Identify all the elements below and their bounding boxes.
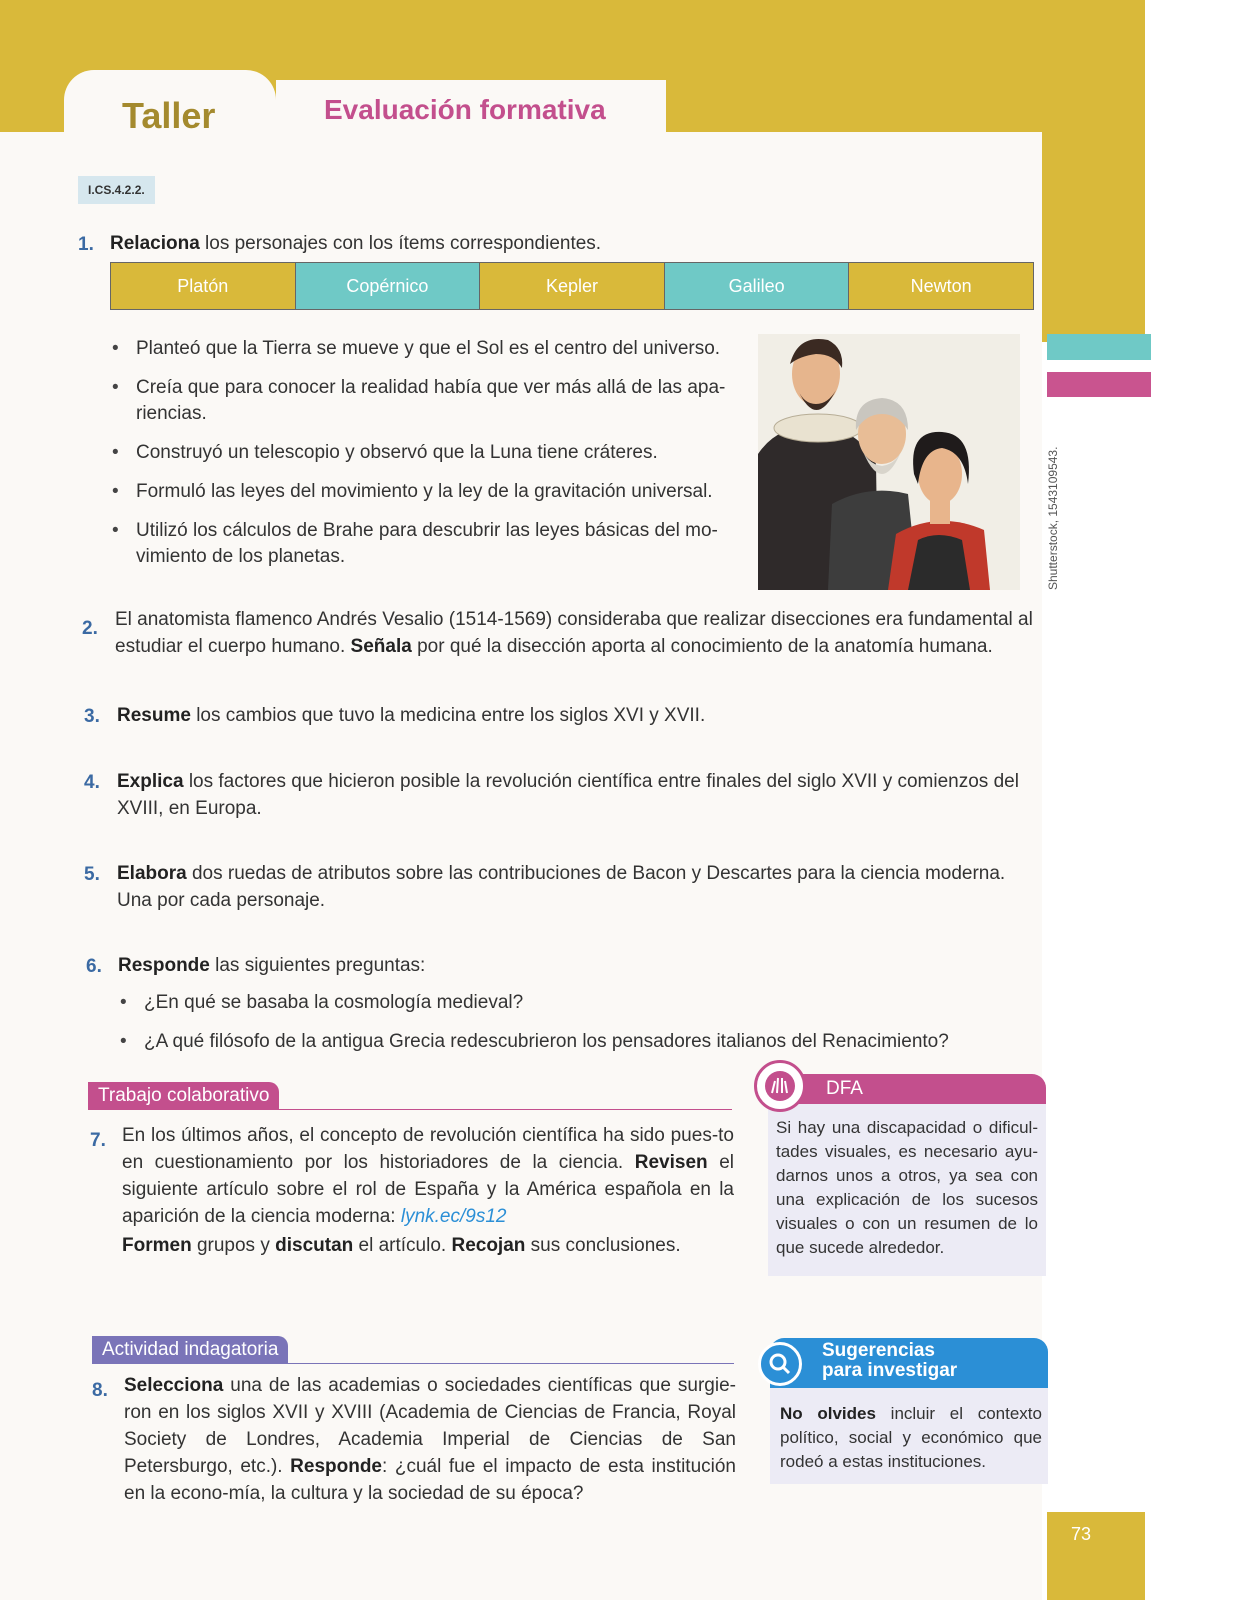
dfa-text: Si hay una discapacidad o dificul-tades visuales, es necesario ayu-darnos unos a otros, ya sea con una explicación de los sucesos visuales o con un resumen de lo que sucede alrededor. (776, 1118, 1038, 1257)
question-7-prompt (122, 1122, 734, 1230)
sugerencias-header (770, 1338, 1048, 1388)
taller-tab (64, 70, 276, 150)
question-7-verb-recojan: Recojan (451, 1235, 526, 1256)
name-cell-copernico: Copérnico (296, 263, 481, 309)
taller-title: Taller (122, 95, 216, 136)
page-number-box (1047, 1512, 1145, 1600)
question-6-verb: Responde (118, 955, 210, 976)
question-7-instructions (122, 1232, 734, 1259)
search-icon (758, 1342, 802, 1386)
question-7-verb-formen: Formen (122, 1235, 192, 1256)
question-8-prompt (124, 1372, 736, 1507)
characters-table (110, 262, 1034, 310)
evaluacion-title: Evaluación formativa (324, 94, 606, 125)
question-3-text: los cambios que tuvo la medicina entre los siglos XVI y XVII. (190, 705, 706, 726)
question-2-prompt (115, 606, 1045, 660)
question-8-verb-responde: Responde (290, 1456, 383, 1477)
question-4-verb: Explica (117, 771, 184, 792)
actividad-indagatoria-label: Actividad indagatoria (92, 1336, 288, 1364)
name-cell-kepler: Kepler (480, 263, 665, 309)
question-8-number: 8. (92, 1380, 108, 1401)
question-1-prompt (110, 230, 1010, 257)
question-4-text: los factores que hicieron posible la revolución científica entre finales del siglo XVII y comienzos del XVIII, en Europa. (117, 771, 1019, 819)
list-item: • Planteó que la Tierra se mueve y que el Sol es el centro del universo. (108, 336, 728, 362)
list-item: • Utilizó los cálculos de Brahe para descubrir las leyes básicas del mo-vimiento de los planetas. (108, 518, 728, 570)
question-7-text-e: sus conclusiones. (525, 1235, 681, 1256)
dfa-title: DFA (826, 1078, 863, 1099)
sugerencias-text (780, 1402, 1042, 1474)
page-number: 73 (1071, 1524, 1092, 1544)
trabajo-colaborativo-label: Trabajo colaborativo (88, 1082, 279, 1110)
name-cell-galileo: Galileo (665, 263, 850, 309)
magnifier-icon (767, 1351, 793, 1377)
question-4-number: 4. (84, 772, 100, 793)
question-6-text: las siguientes preguntas: (209, 955, 426, 976)
sugerencias-verb: No olvides (780, 1404, 876, 1423)
question-7-verb-revisen: Revisen (634, 1152, 708, 1173)
question-8-text-a: una de las academias o sociedades científicas que surgie-ron en los siglos XVII y XVIII (Academia de Ciencias de Francia, Royal Society de Londres, Academia Imperial de Ciencias de San Petersburgo, etc.). (124, 1375, 736, 1477)
question-1-items (108, 336, 728, 583)
question-6-number: 6. (86, 956, 102, 977)
accessibility-icon (754, 1060, 806, 1112)
list-item: • Creía que para conocer la realidad había que ver más allá de las apa-riencias. (108, 375, 728, 427)
pink-accent-bar (1047, 372, 1151, 397)
scientists-illustration-svg (758, 334, 1020, 590)
right-gold-strip (1042, 132, 1145, 342)
name-cell-platon: Platón (111, 263, 296, 309)
article-link[interactable]: lynk.ec/9s12 (400, 1206, 507, 1227)
list-item: • ¿En qué se basaba la cosmología medieval? (116, 990, 1036, 1016)
question-5-prompt (117, 860, 1042, 914)
question-3-prompt (117, 702, 1017, 729)
question-2-number: 2. (82, 618, 98, 639)
question-7-text-c: grupos y (191, 1235, 276, 1256)
indicator-code-badge: I.CS.4.2.2. (78, 176, 155, 204)
question-2-verb: Señala (350, 636, 412, 657)
question-5-verb: Elabora (117, 863, 187, 884)
question-7-text-a: En los últimos años, el concepto de revolución científica ha sido pues-to en cuestionamiento por los historiadores de la ciencia. (122, 1125, 734, 1173)
question-1-number: 1. (78, 234, 94, 255)
right-margin (1145, 0, 1236, 1600)
question-5-number: 5. (84, 864, 100, 885)
question-3-number: 3. (84, 706, 100, 727)
question-4-prompt (117, 768, 1042, 822)
question-7-text-b: el siguiente artículo sobre el rol de España y la América española en la aparición de la ciencia moderna: (122, 1152, 734, 1227)
question-7-text-d: el artículo. (353, 1235, 452, 1256)
scientists-illustration (758, 334, 1020, 590)
actividad-indagatoria-header (92, 1336, 734, 1364)
question-3-verb: Resume (117, 705, 191, 726)
photo-credit: Shutterstock, 1543109543. (1046, 446, 1060, 590)
question-1-text: los personajes con los ítems correspondientes. (199, 233, 602, 254)
dfa-header (768, 1074, 1046, 1104)
question-7-number: 7. (90, 1130, 106, 1151)
sugerencias-title-2: para investigar (822, 1360, 958, 1381)
question-6-items (116, 990, 1036, 1068)
question-2-intro: El anatomista flamenco Andrés Vesalio (1514-1569) consideraba que realizar disecciones era fundamental al estudiar el cuerpo humano. (115, 609, 1033, 657)
question-7-verb-discutan: discutan (275, 1235, 354, 1256)
evaluacion-tab (276, 80, 666, 136)
trabajo-colaborativo-header (88, 1082, 732, 1110)
question-2-text: por qué la disección aporta al conocimiento de la anatomía humana. (411, 636, 993, 657)
list-item: • Construyó un telescopio y observó que la Luna tiene cráteres. (108, 440, 728, 466)
question-6-prompt (118, 952, 1018, 979)
teal-accent-bar (1047, 334, 1151, 360)
hands-icon (763, 1069, 797, 1103)
question-8-verb-selecciona: Selecciona (124, 1375, 224, 1396)
question-8-text-b: : ¿cuál fue el impacto de esta institución en la econo-mía, la cultura y la sociedad de su época? (124, 1456, 736, 1504)
list-item: • ¿A qué filósofo de la antigua Grecia redescubrieron los pensadores italianos del Renacimiento? (116, 1029, 1036, 1055)
sugerencias-title-1: Sugerencias (822, 1340, 935, 1361)
sugerencias-rest: incluir el contexto político, social y económico que rodeó a estas instituciones. (780, 1404, 1042, 1471)
name-cell-newton: Newton (849, 263, 1033, 309)
list-item: • Formuló las leyes del movimiento y la ley de la gravitación universal. (108, 479, 728, 505)
question-5-text: dos ruedas de atributos sobre las contribuciones de Bacon y Descartes para la ciencia moderna. Una por cada personaje. (117, 863, 1006, 911)
question-1-verb: Relaciona (110, 233, 200, 254)
